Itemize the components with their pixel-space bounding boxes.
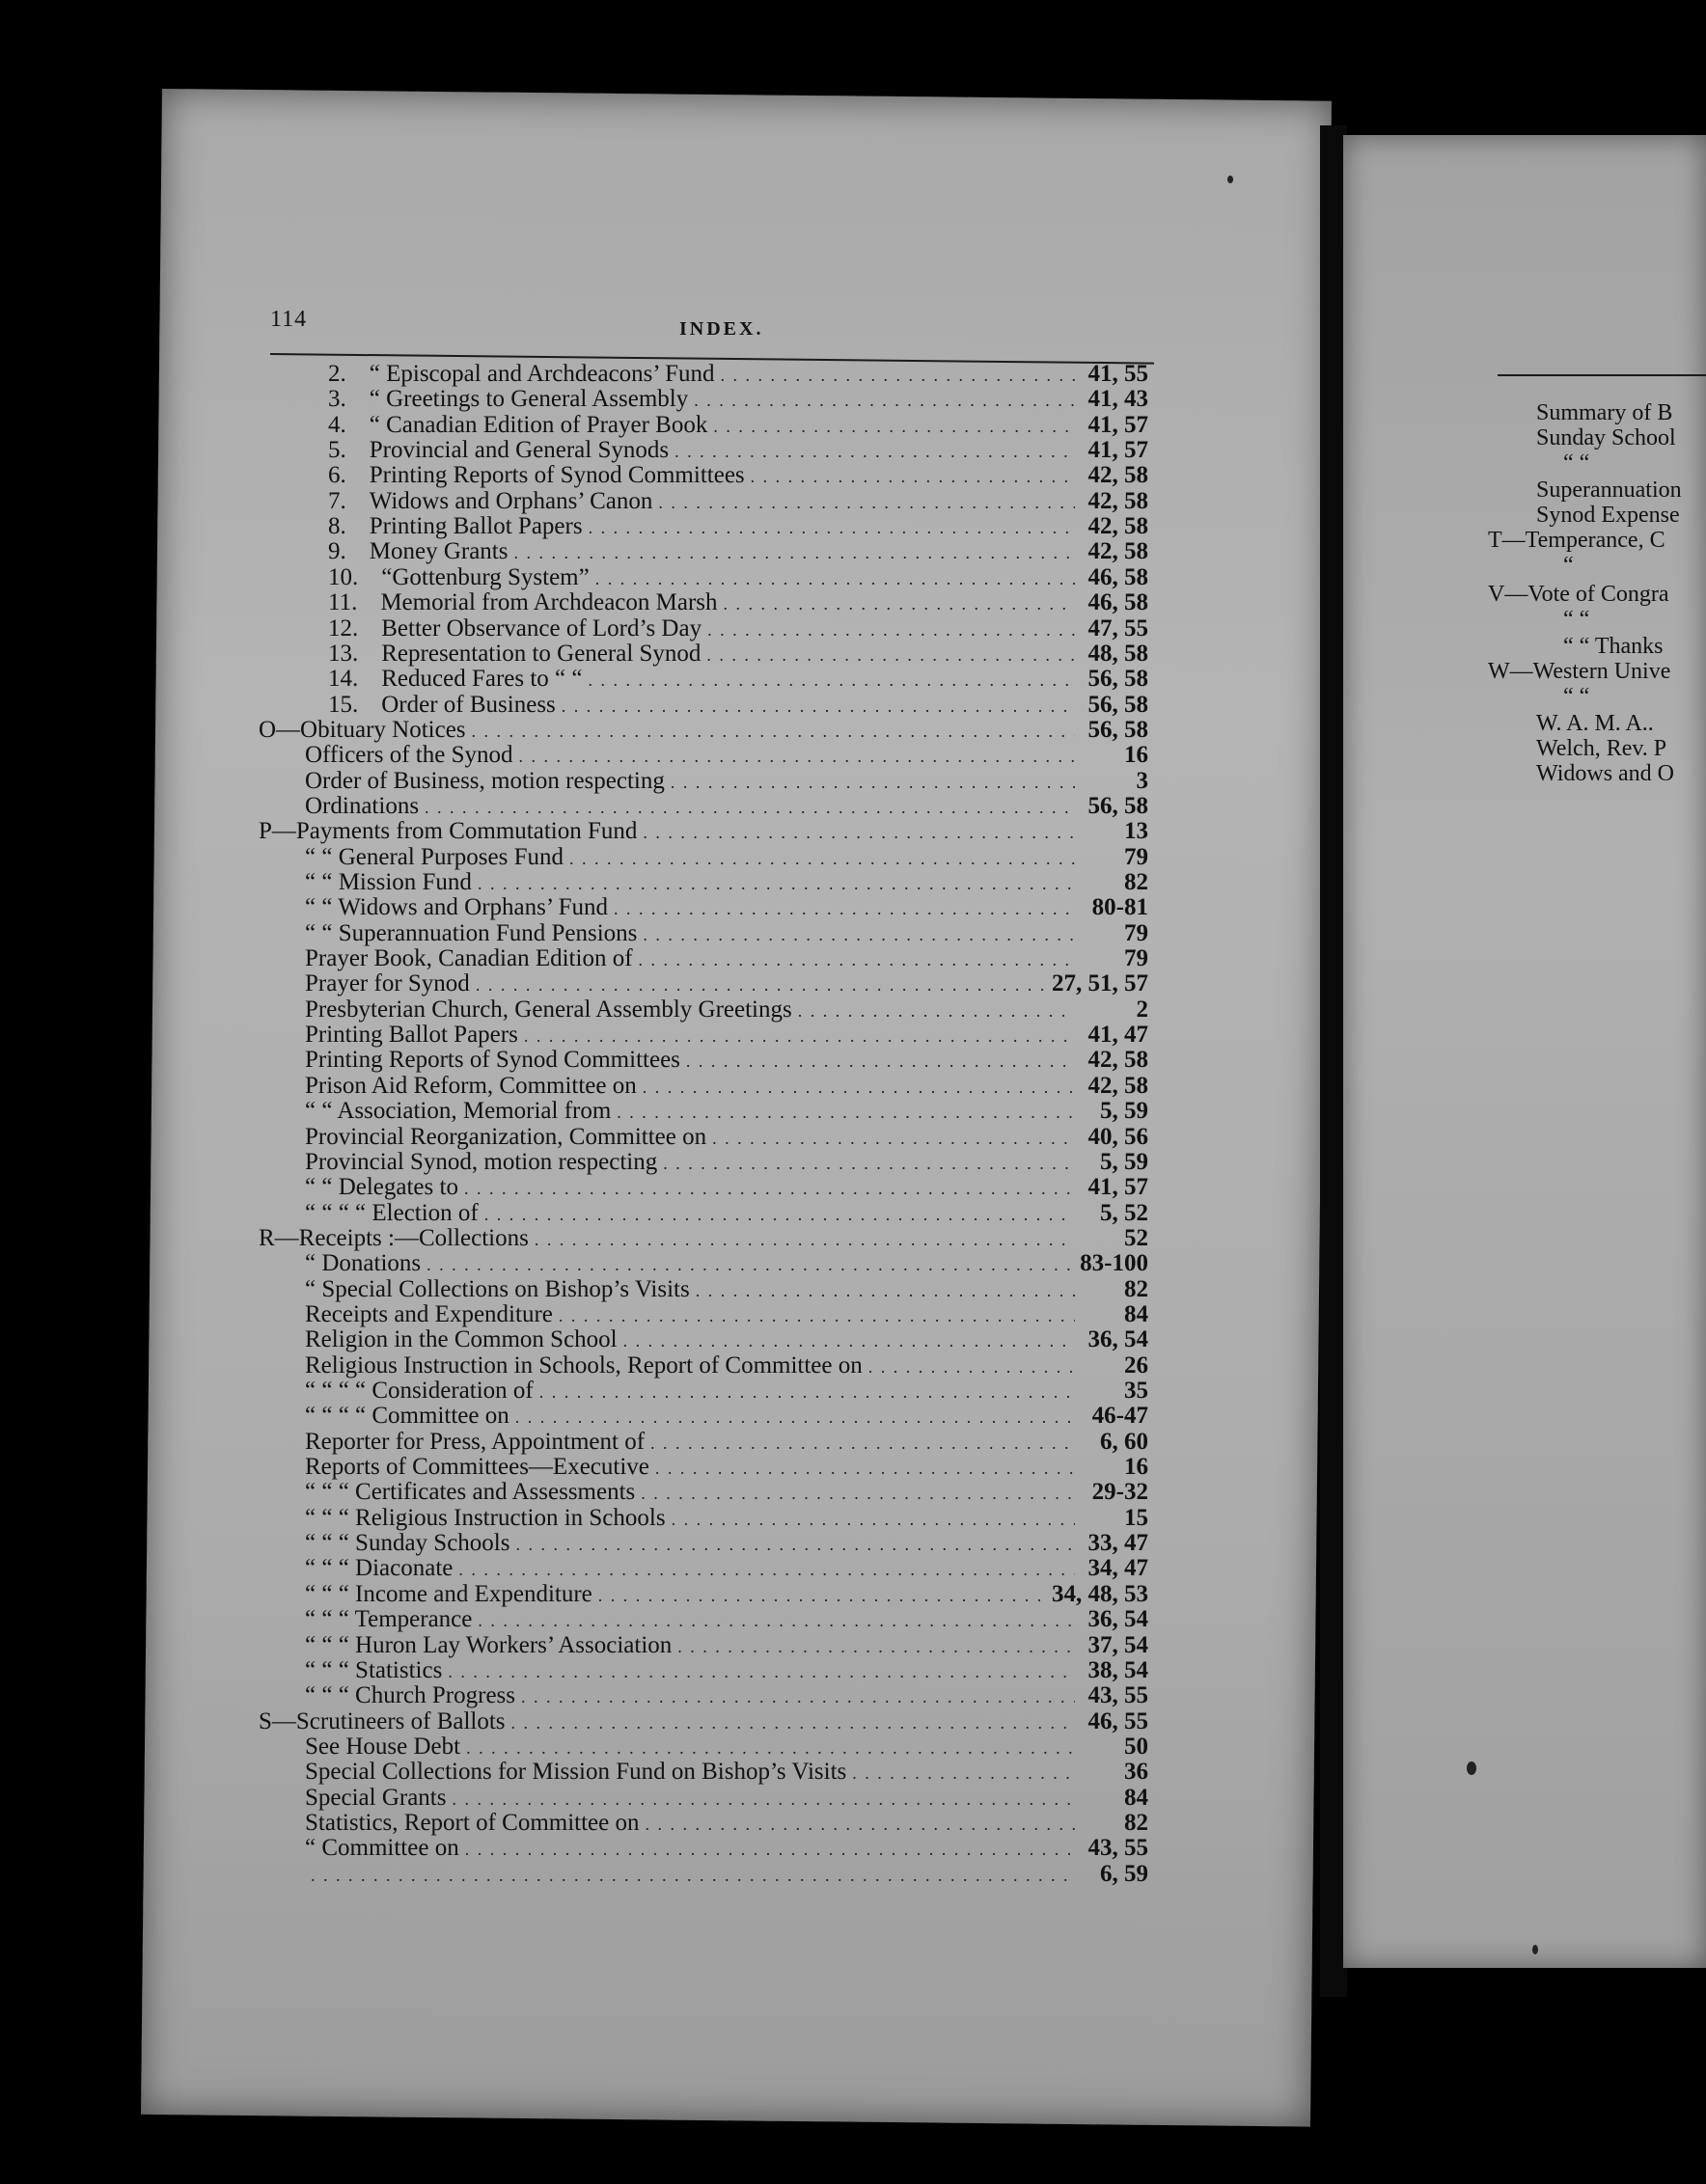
entry-text: Printing Reports of Synod Committees: [369, 462, 745, 489]
leader-dots: [466, 1734, 1075, 1761]
entry-pages: 34, 47: [1087, 1555, 1148, 1582]
entry-text: Widows and Orphans’ Canon: [369, 487, 653, 514]
leader-dots: [452, 1786, 1075, 1813]
entry-pages: 84: [1124, 1300, 1148, 1327]
entry-pages: 46, 55: [1087, 1707, 1148, 1734]
entry-pages: 56, 58: [1087, 792, 1148, 819]
index-entry: [305, 1352, 1148, 1379]
leader-dots: [518, 743, 1075, 770]
entry-pages: 79: [1124, 945, 1148, 972]
entry-text: Special Grants: [305, 1784, 447, 1811]
index-entry: [328, 437, 1148, 464]
leader-dots: [476, 971, 1046, 998]
entry-pages: 6, 60: [1100, 1428, 1148, 1455]
entry-text: Ordinations: [305, 792, 420, 819]
entry-pages: 46-47: [1091, 1403, 1148, 1430]
entry-text: Statistics, Report of Committee on: [305, 1809, 640, 1836]
entry-text: Better Observance of Lord’s Day: [381, 614, 702, 642]
entry-text: “ “ Association, Memorial from: [305, 1098, 612, 1125]
entry-text: “ Greetings to General Assembly: [369, 386, 689, 413]
entry-text: Provincial and General Synods: [369, 437, 670, 464]
leader-dots: [671, 769, 1075, 796]
index-entry: [305, 1047, 1148, 1074]
index-entry: [305, 1403, 1148, 1430]
index-entry: [305, 1073, 1148, 1100]
entry-pages: 42, 58: [1087, 487, 1148, 514]
leader-dots: [478, 1607, 1075, 1634]
right-index-line: “ “: [1563, 607, 1590, 632]
leader-dots: [598, 1582, 1046, 1609]
entry-number: 12.: [328, 614, 359, 642]
entry-pages: 56, 58: [1087, 716, 1148, 743]
index-entry: [305, 1022, 1148, 1049]
leader-dots: [617, 1099, 1075, 1126]
entry-text: “ “ “ “ Committee on: [305, 1403, 509, 1430]
leader-dots: [721, 362, 1075, 389]
entry-pages: 43, 55: [1087, 1835, 1148, 1862]
right-header-rule: [1498, 374, 1706, 376]
leader-dots: [724, 590, 1075, 617]
index-entry: [305, 1429, 1148, 1456]
entry-pages: 46, 58: [1087, 589, 1148, 616]
entry-number: 10.: [328, 563, 359, 590]
entry-text: Prison Aid Reform, Committee on: [305, 1072, 637, 1099]
index-entry: [305, 1785, 1148, 1812]
entry-pages: 27, 51, 57: [1052, 970, 1148, 997]
leader-dots: [639, 946, 1075, 973]
entry-pages: 5, 59: [1100, 1098, 1148, 1125]
entry-pages: 35: [1124, 1378, 1148, 1404]
entry-text: Reports of Committees—Executive: [305, 1454, 649, 1481]
entry-pages: 42, 58: [1087, 462, 1148, 489]
index-entry: [305, 920, 1148, 947]
entry-number: 2.: [328, 361, 346, 387]
entry-text: Printing Ballot Papers: [305, 1022, 518, 1049]
index-entry: [305, 1734, 1148, 1761]
leader-dots: [524, 1023, 1075, 1050]
entry-text: “ “ “ “ Election of: [305, 1199, 479, 1226]
index-entry: [305, 894, 1148, 921]
index-entry: [305, 1581, 1148, 1608]
index-entry: [328, 564, 1148, 591]
index-entry: [305, 1174, 1148, 1201]
entry-text: Order of Business: [381, 691, 556, 718]
entry-pages: 33, 47: [1087, 1530, 1148, 1557]
entry-number: 7.: [328, 487, 346, 514]
entry-number: 15.: [328, 691, 359, 718]
entry-text: Special Collections for Mission Fund on Bishop’s Visits: [305, 1759, 847, 1786]
right-index-line: Synod Expense: [1536, 503, 1680, 528]
ink-speck: [1532, 1945, 1538, 1954]
entry-pages: 41, 57: [1087, 411, 1148, 438]
entry-number: 9.: [328, 538, 346, 565]
entry-number: 4.: [328, 411, 346, 438]
right-index-line: T—Temperance, C: [1488, 528, 1665, 553]
entry-pages: 82: [1124, 1809, 1148, 1836]
entry-pages: 82: [1124, 1275, 1148, 1302]
entry-text: “ “ “ Church Progress: [305, 1682, 515, 1709]
index-entry: [328, 589, 1148, 616]
entry-pages: 40, 56: [1087, 1123, 1148, 1150]
leader-dots: [672, 1506, 1075, 1533]
leader-dots: [751, 463, 1075, 490]
entry-text: “ Episcopal and Archdeacons’ Fund: [369, 361, 715, 387]
entry-pages: 46, 58: [1087, 563, 1148, 590]
index-entry: [305, 1682, 1148, 1709]
right-index-line: Superannuation: [1536, 478, 1682, 503]
leader-dots: [713, 413, 1075, 440]
entry-pages: 43, 55: [1087, 1682, 1148, 1709]
leader-dots: [707, 616, 1075, 643]
index-entry: [305, 1759, 1148, 1786]
leader-dots: [623, 1327, 1075, 1354]
entry-text: Prayer for Synod: [305, 970, 470, 997]
ink-speck: [1467, 1761, 1476, 1775]
leader-dots: [589, 514, 1075, 541]
running-head: INDEX.: [679, 318, 764, 340]
right-index-line: W—Western Unive: [1488, 659, 1671, 684]
entry-pages: 29-32: [1091, 1479, 1148, 1506]
entry-pages: 36, 54: [1087, 1326, 1148, 1353]
entry-pages: 48, 58: [1087, 640, 1148, 667]
index-entry: [305, 793, 1148, 820]
index-entry: [259, 818, 1148, 845]
entry-pages: 41, 47: [1087, 1022, 1148, 1049]
entry-text: “ “ “ Diaconate: [305, 1555, 454, 1582]
entry-text: “ “ Delegates to: [305, 1174, 458, 1201]
entry-pages: 38, 54: [1087, 1656, 1148, 1683]
entry-pages: 80-81: [1091, 894, 1148, 921]
leader-dots: [458, 1556, 1075, 1583]
index-entry: [328, 513, 1148, 540]
index-entry: [328, 412, 1148, 439]
index-entry: [305, 1555, 1148, 1582]
leader-dots: [465, 1836, 1075, 1863]
entry-text: Religious Instruction in Schools, Report of Committee on: [305, 1351, 863, 1379]
entry-text: “ “ “ Huron Lay Workers’ Association: [305, 1631, 673, 1658]
leader-dots: [539, 1379, 1075, 1406]
index-entry: [259, 1225, 1148, 1252]
index-entry: [328, 386, 1148, 413]
leader-dots: [686, 1048, 1075, 1075]
entry-number: 13.: [328, 640, 359, 667]
entry-text: “ “ “ Income and Expenditure: [305, 1580, 592, 1607]
leader-dots: [484, 1201, 1075, 1228]
index-entry: [259, 1708, 1148, 1735]
entry-pages: 6, 59: [1100, 1860, 1148, 1887]
entry-text: R—Receipts :—Collections: [259, 1224, 529, 1251]
entry-text: S—Scrutineers of Ballots: [259, 1707, 506, 1734]
leader-dots: [521, 1683, 1075, 1710]
leader-dots: [852, 1760, 1075, 1787]
index-entry: [305, 1505, 1148, 1532]
index-entry: [328, 462, 1148, 489]
entry-text: “ “ “ Sunday Schools: [305, 1530, 510, 1557]
index-entry: [259, 717, 1148, 744]
ink-speck: [1227, 176, 1233, 183]
index-entry: [305, 1606, 1148, 1633]
entry-text: “ “ Superannuation Fund Pensions: [305, 919, 638, 946]
right-index-line: V—Vote of Congra: [1488, 582, 1669, 607]
entry-pages: 41, 57: [1087, 1174, 1148, 1201]
index-entry: [305, 1479, 1148, 1506]
leader-dots: [511, 1709, 1075, 1736]
leader-dots: [559, 1302, 1075, 1329]
index-entry: [305, 1301, 1148, 1328]
leader-dots: [589, 667, 1075, 694]
entry-pages: 42, 58: [1087, 513, 1148, 540]
entry-text: “ Special Collections on Bishop’s Visits: [305, 1275, 690, 1302]
entry-text: Receipts and Expenditure: [305, 1300, 553, 1327]
entry-pages: 13: [1124, 818, 1148, 845]
leader-dots: [646, 1811, 1076, 1838]
leader-dots: [655, 1455, 1075, 1482]
entry-pages: 16: [1124, 742, 1148, 769]
entry-text: Officers of the Synod: [305, 742, 513, 769]
entry-pages: 3: [1136, 767, 1148, 794]
entry-number: 3.: [328, 386, 346, 413]
entry-text: Religion in the Common School: [305, 1326, 618, 1353]
right-index-line: W. A. M. A..: [1536, 711, 1654, 736]
entry-pages: 36: [1124, 1759, 1148, 1786]
leader-dots: [643, 819, 1075, 846]
right-index-line: “ “ Thanks: [1563, 634, 1664, 659]
right-index-line: Summary of B: [1536, 400, 1673, 425]
leader-dots: [464, 1175, 1075, 1202]
index-entry: [328, 666, 1148, 693]
index-entry: [305, 1378, 1148, 1405]
entry-text: Reduced Fares to “ “: [381, 666, 583, 693]
entry-pages: 34, 48, 53: [1052, 1580, 1148, 1607]
index-entry: [328, 692, 1148, 719]
index-entry: [305, 1124, 1148, 1151]
right-index-line: “ “: [1563, 684, 1590, 709]
leader-dots: [677, 1633, 1075, 1660]
entry-number: 14.: [328, 666, 359, 693]
index-entry: [328, 641, 1148, 668]
right-index-line: Widows and O: [1536, 761, 1675, 786]
leader-dots: [311, 1862, 1075, 1889]
entry-text: “Gottenburg System”: [381, 563, 590, 590]
leader-dots: [595, 565, 1075, 592]
entry-text: See House Debt: [305, 1733, 461, 1760]
entry-text: Provincial Reorganization, Committee on: [305, 1123, 707, 1150]
leader-dots: [674, 438, 1075, 465]
entry-pages: 52: [1124, 1224, 1148, 1251]
entry-text: “ “ “ “ Consideration of: [305, 1378, 534, 1404]
leader-dots: [472, 718, 1075, 745]
entry-pages: 42, 58: [1087, 1047, 1148, 1074]
leader-dots: [663, 1150, 1075, 1177]
entry-text: “ “ Mission Fund: [305, 869, 472, 895]
index-entry: [305, 1454, 1148, 1481]
leader-dots: [535, 1226, 1075, 1253]
entry-pages: 37, 54: [1087, 1631, 1148, 1658]
entry-text: Provincial Synod, motion respecting: [305, 1148, 658, 1175]
entry-pages: 84: [1124, 1784, 1148, 1811]
entry-pages: 79: [1124, 843, 1148, 870]
entry-text: O—Obituary Notices: [259, 716, 466, 743]
entry-text: Memorial from Archdeacon Marsh: [380, 589, 718, 616]
entry-text: Representation to General Synod: [381, 640, 702, 667]
entry-text: Prayer Book, Canadian Edition of: [305, 945, 633, 972]
leader-dots: [696, 1277, 1075, 1304]
entry-pages: 5, 52: [1100, 1199, 1148, 1226]
index-entry: [305, 1200, 1148, 1227]
index-entry: [305, 1098, 1148, 1125]
entry-pages: 41, 43: [1087, 386, 1148, 413]
entry-text: “ Donations: [305, 1250, 422, 1277]
entry-pages: 41, 57: [1087, 437, 1148, 464]
leader-dots: [515, 1404, 1075, 1431]
entry-pages: 41, 55: [1087, 361, 1148, 387]
leader-dots: [641, 1480, 1075, 1507]
index-entry: [305, 768, 1148, 795]
page-number: 114: [270, 307, 308, 332]
index-entry: [305, 1276, 1148, 1303]
index-entry: [305, 1861, 1148, 1888]
index-entry: [305, 970, 1148, 997]
entry-pages: 56, 58: [1087, 691, 1148, 718]
entry-text: “ “ “ Certificates and Assessments: [305, 1479, 636, 1506]
index-entry: [328, 361, 1148, 388]
right-index-line: “ “: [1563, 450, 1590, 476]
index-entry: [305, 1250, 1148, 1277]
entry-pages: 42, 58: [1087, 538, 1148, 565]
entry-pages: 26: [1124, 1351, 1148, 1379]
entry-text: Printing Reports of Synod Committees: [305, 1047, 680, 1074]
index-entry: [305, 1530, 1148, 1557]
entry-pages: 50: [1124, 1733, 1148, 1760]
index-entry: [328, 488, 1148, 515]
entry-pages: 79: [1124, 919, 1148, 946]
leader-dots: [426, 1251, 1074, 1278]
entry-text: Presbyterian Church, General Assembly Greetings: [305, 996, 792, 1023]
entry-text: Reporter for Press, Appointment of: [305, 1428, 646, 1455]
entry-text: “ “ General Purposes Fund: [305, 843, 564, 870]
index-entry: [328, 615, 1148, 642]
leader-dots: [562, 693, 1075, 720]
leader-dots: [798, 997, 1075, 1024]
entry-text: “ “ “ Statistics: [305, 1656, 443, 1683]
index-entry: [305, 945, 1148, 972]
entry-pages: 82: [1124, 869, 1148, 895]
index-entry: [305, 1835, 1148, 1862]
entry-text: P—Payments from Commutation Fund: [259, 818, 638, 845]
entry-pages: 16: [1124, 1454, 1148, 1481]
entry-pages: 2: [1136, 996, 1148, 1023]
entry-text: Order of Business, motion respecting: [305, 767, 665, 794]
index-entry: [305, 1657, 1148, 1684]
leader-dots: [643, 921, 1075, 948]
leader-dots: [515, 1531, 1075, 1558]
index-entry: [305, 742, 1148, 769]
leader-dots: [643, 1074, 1075, 1101]
right-index-line: “: [1563, 553, 1574, 578]
leader-dots: [658, 489, 1075, 516]
leader-dots: [478, 870, 1075, 897]
index-entry: [305, 1810, 1148, 1837]
entry-pages: 42, 58: [1087, 1072, 1148, 1099]
entry-text: “ Committee on: [305, 1835, 459, 1862]
index-entry: [305, 996, 1148, 1024]
entry-number: 8.: [328, 513, 346, 540]
leader-dots: [425, 794, 1075, 821]
index-entry: [305, 1326, 1148, 1353]
index-entry: [305, 869, 1148, 896]
index-entry: [305, 1149, 1148, 1176]
entry-text: “ “ “ Temperance: [305, 1606, 473, 1633]
entry-number: 5.: [328, 437, 346, 464]
entry-pages: 83-100: [1080, 1250, 1148, 1277]
leader-dots: [614, 895, 1075, 922]
entry-text: Printing Ballot Papers: [369, 513, 583, 540]
leader-dots: [569, 845, 1075, 872]
entry-text: Money Grants: [369, 538, 509, 565]
index-entry: [305, 844, 1148, 871]
leader-dots: [706, 642, 1075, 669]
entry-text: “ “ Widows and Orphans’ Fund: [305, 894, 608, 921]
entry-text: “ Canadian Edition of Prayer Book: [369, 411, 708, 438]
entry-pages: 47, 55: [1087, 614, 1148, 642]
right-index-line: Welch, Rev. P: [1536, 736, 1667, 761]
entry-text: “ “ “ Religious Instruction in Schools: [305, 1504, 666, 1531]
entry-number: 11.: [328, 589, 358, 616]
leader-dots: [712, 1125, 1075, 1152]
right-index-line: Sunday School: [1536, 425, 1676, 450]
entry-pages: 36, 54: [1087, 1606, 1148, 1633]
entry-number: 6.: [328, 462, 346, 489]
entry-pages: 56, 58: [1087, 666, 1148, 693]
leader-dots: [694, 387, 1075, 414]
leader-dots: [868, 1353, 1075, 1380]
entry-pages: 15: [1124, 1504, 1148, 1531]
leader-dots: [448, 1658, 1075, 1685]
leader-dots: [513, 539, 1075, 566]
leader-dots: [650, 1430, 1075, 1457]
entry-pages: 5, 59: [1100, 1148, 1148, 1175]
index-entry: [305, 1632, 1148, 1659]
index-entry: [328, 538, 1148, 565]
